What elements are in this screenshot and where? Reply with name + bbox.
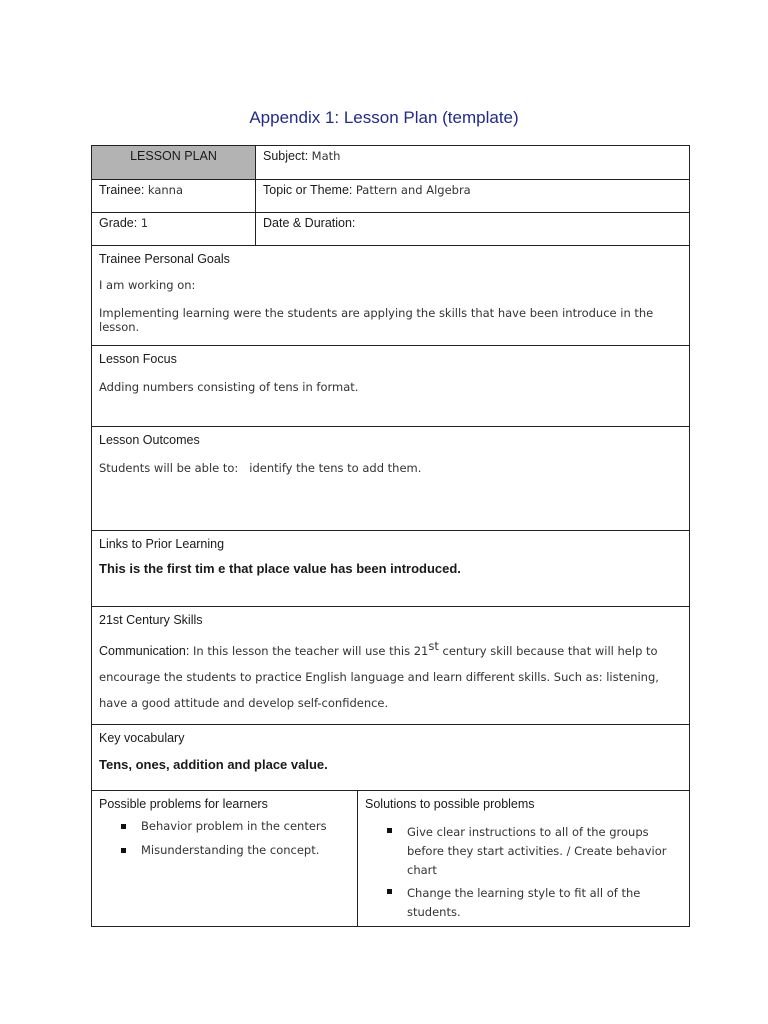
subject-value: Math [311, 149, 341, 163]
topic-cell [256, 180, 690, 213]
topic-label: Topic or Theme: [263, 183, 353, 197]
topic-value: Pattern and Algebra [355, 183, 471, 197]
lesson-outcomes-row [92, 427, 690, 531]
skills-row [92, 607, 690, 725]
prior-learning-cell [92, 531, 690, 607]
skills-sup: st [428, 639, 439, 653]
skills-label: Communication: [99, 644, 190, 659]
lesson-focus-text: Adding numbers consisting of tens in format. [99, 380, 359, 394]
personal-goals-text: Implementing learning were the students are applying the skills that have been introduce in the lesson. [99, 306, 654, 334]
list-item: Behavior problem in the centers [141, 819, 350, 833]
skills-cell [92, 607, 690, 725]
lesson-plan-label: LESSON PLAN [130, 149, 217, 163]
lesson-plan-table [91, 145, 690, 927]
personal-goals-intro: I am working on: [99, 278, 196, 292]
skills-paragraph [99, 633, 682, 716]
prior-learning-row [92, 531, 690, 607]
solutions-cell [358, 791, 690, 927]
personal-goals-heading: Trainee Personal Goals [99, 252, 230, 266]
lesson-focus-cell [92, 346, 690, 427]
lesson-outcomes-heading: Lesson Outcomes [99, 433, 200, 447]
vocabulary-text: Tens, ones, addition and place value. [99, 757, 328, 772]
problems-row [92, 791, 690, 927]
grade-label: Grade: [99, 216, 138, 230]
vocabulary-row [92, 725, 690, 791]
personal-goals-cell [92, 246, 690, 346]
personal-goals-row [92, 246, 690, 346]
document-title: Appendix 1: Lesson Plan (template) [249, 108, 519, 127]
list-item: Misunderstanding the concept. [141, 843, 350, 857]
lesson-focus-heading: Lesson Focus [99, 352, 177, 366]
problems-cell [92, 791, 358, 927]
problems-heading: Possible problems for learners [99, 797, 268, 811]
trainee-cell [92, 180, 256, 213]
grade-cell [92, 213, 256, 246]
vocabulary-cell [92, 725, 690, 791]
date-label: Date & Duration: [263, 216, 356, 230]
list-item: Give clear instructions to all of the groups before they start activities. / Create behavior chart [407, 823, 682, 880]
lesson-outcomes-text: Students will be able to: identify the tens to add them. [99, 461, 422, 475]
trainee-value: kanna [147, 183, 184, 197]
lesson-outcomes-cell [92, 427, 690, 531]
header-row-subject [92, 146, 690, 180]
skills-heading: 21st Century Skills [99, 613, 203, 627]
prior-learning-text: This is the first tim e that place value has been introduced. [99, 561, 461, 576]
header-row-trainee [92, 180, 690, 213]
date-cell [256, 213, 690, 246]
skills-text-before: In this lesson the teacher will use this 21 [189, 644, 429, 659]
grade-value: 1 [140, 216, 149, 230]
solutions-list [365, 823, 682, 922]
trainee-label: Trainee: [99, 183, 145, 197]
list-item: Change the learning style to fit all of the students. [407, 884, 682, 922]
lesson-focus-row [92, 346, 690, 427]
subject-cell [256, 146, 690, 180]
header-row-grade [92, 213, 690, 246]
subject-label: Subject: [263, 149, 309, 163]
prior-learning-heading: Links to Prior Learning [99, 537, 225, 551]
problems-list [99, 819, 350, 857]
lesson-plan-label-cell [92, 146, 256, 180]
skills-text-after: century skill because that will help to encourage the students to practice English language and learn different skills. Such as: listening, have a good attitude and develop self-confidence. [99, 644, 659, 711]
vocabulary-heading: Key vocabulary [99, 731, 185, 745]
solutions-heading: Solutions to possible problems [365, 797, 535, 811]
